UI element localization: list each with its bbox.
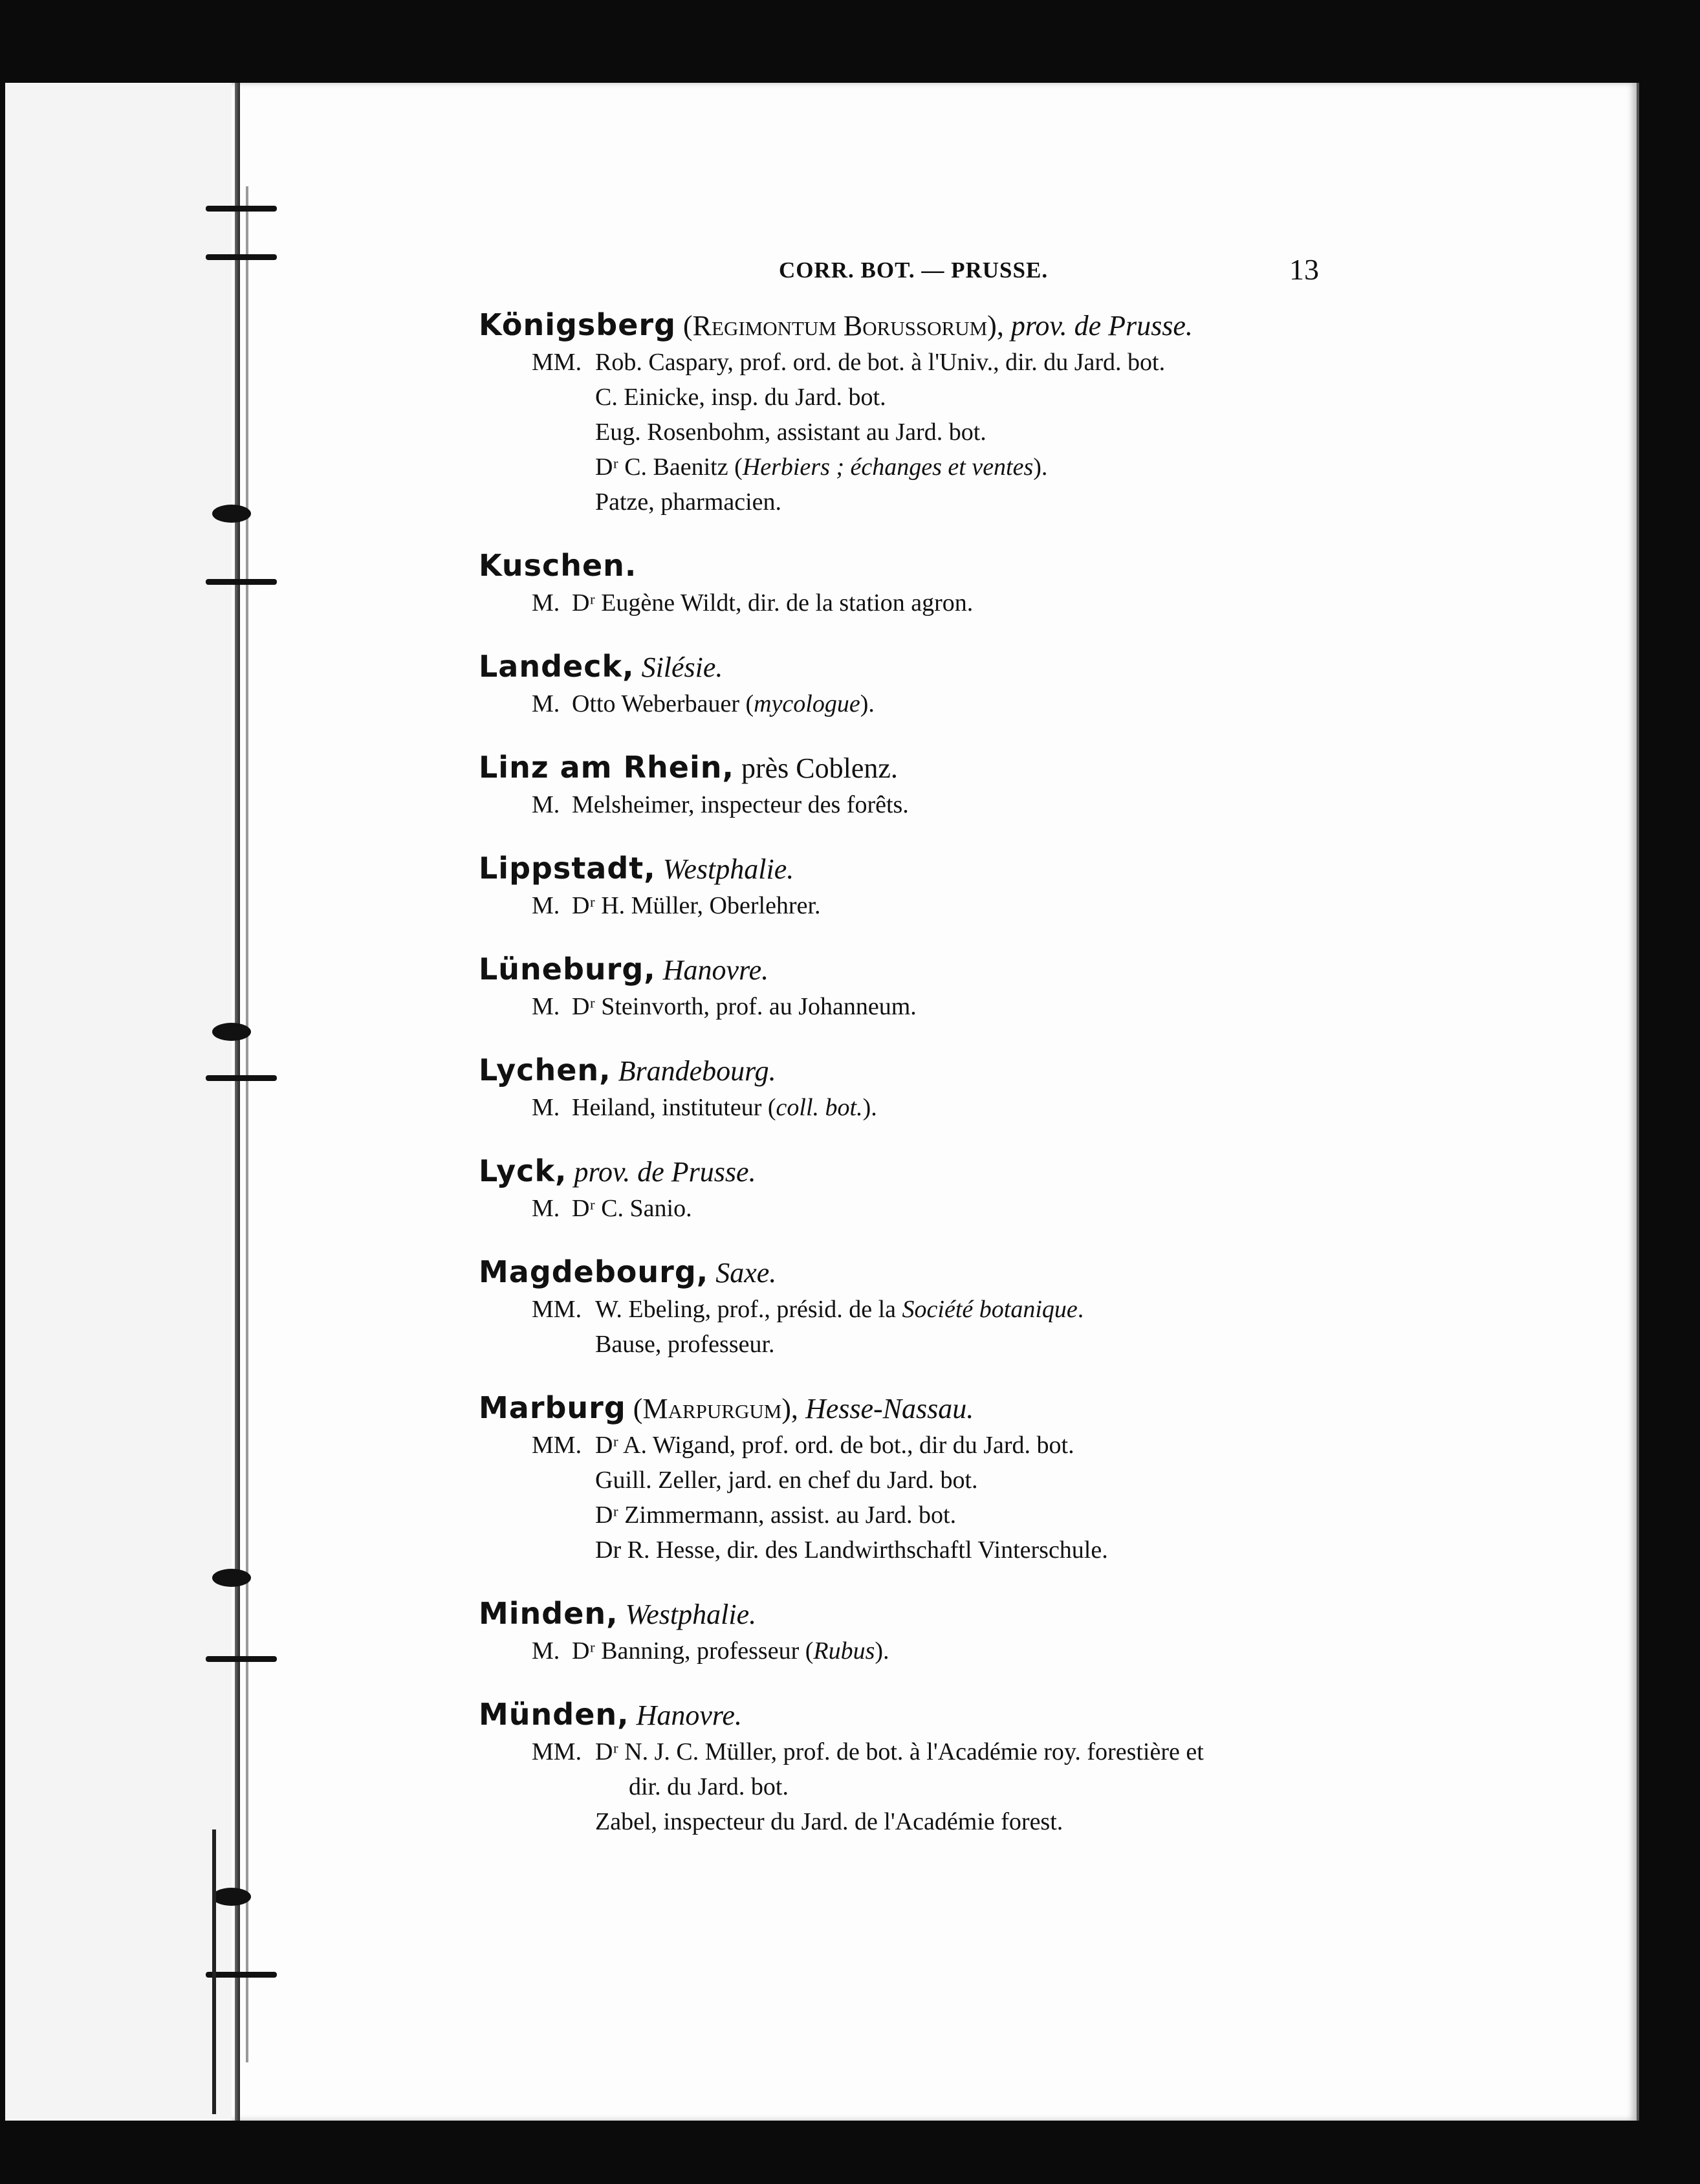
- binding-stitch: [206, 579, 277, 585]
- member-text: Dʳ Eugène Wildt, dir. de la station agron.: [572, 589, 974, 617]
- region-name: prov. de Prusse.: [574, 1156, 756, 1188]
- member-line: [479, 989, 1591, 1024]
- member-text: Eug. Rosenbohm, assistant au Jard. bot.: [595, 419, 986, 446]
- member-note: mycologue: [754, 690, 860, 717]
- directory-entry: [479, 1389, 1591, 1567]
- place-name: Lychen,: [479, 1053, 611, 1087]
- member-text: C. Einicke, insp. du Jard. bot.: [595, 384, 886, 411]
- book-spine: [235, 83, 240, 2121]
- member-text: Zabel, inspecteur du Jard. de l'Académie forest.: [595, 1808, 1063, 1835]
- directory-entry: [479, 648, 1591, 721]
- member-line: [479, 888, 1591, 923]
- title-abbrev: M.: [532, 791, 560, 818]
- member-line: [479, 485, 1591, 519]
- title-abbrev: MM.: [532, 1432, 582, 1459]
- member-text: Patze, pharmacien.: [595, 488, 782, 516]
- member-text: Dʳ H. Müller, Oberlehrer.: [572, 892, 821, 919]
- member-text: Dr R. Hesse, dir. des Landwirthschaftl Vinterschule.: [595, 1536, 1108, 1564]
- place-name: Landeck,: [479, 649, 635, 684]
- title-abbrev: M.: [532, 892, 560, 919]
- directory-entry: [479, 1152, 1591, 1226]
- entry-heading: [479, 748, 1591, 787]
- directory-entry: [479, 1051, 1591, 1125]
- directory-entry: [479, 1696, 1591, 1839]
- place-name: Magdebourg,: [479, 1254, 709, 1289]
- member-line: [479, 450, 1591, 485]
- region-name: Westphalie.: [662, 853, 794, 885]
- member-text: W. Ebeling, prof., présid. de la: [595, 1296, 902, 1323]
- title-abbrev: M.: [532, 690, 560, 717]
- place-name: Marburg: [479, 1390, 626, 1425]
- member-text: Dʳ A. Wigand, prof. ord. de bot., dir du Jard. bot.: [595, 1432, 1074, 1459]
- binding-stitch: [206, 1656, 277, 1662]
- member-note: Herbiers ; échanges et ventes: [742, 453, 1034, 481]
- region-name: Brandebourg.: [618, 1055, 776, 1087]
- region-name: Hanovre.: [662, 954, 769, 986]
- title-abbrev: MM.: [532, 349, 582, 376]
- member-text: Bause, professeur.: [595, 1331, 775, 1358]
- title-abbrev: MM.: [532, 1738, 582, 1765]
- region-name: Silésie.: [641, 651, 723, 683]
- entry-heading: [479, 1696, 1591, 1734]
- title-abbrev: M.: [532, 1637, 560, 1665]
- directory-entry: [479, 748, 1591, 822]
- directory-entry: [479, 547, 1591, 620]
- member-line: [479, 415, 1591, 450]
- binding-stitch: [212, 505, 251, 523]
- entry-heading: [479, 950, 1591, 989]
- member-line: [479, 1463, 1591, 1498]
- entry-heading: [479, 1051, 1591, 1090]
- latin-name: (Regimontum Borussorum),: [683, 310, 1004, 342]
- entry-heading: [479, 648, 1591, 686]
- region-name: prov. de Prusse.: [1010, 310, 1193, 342]
- member-text: Heiland, instituteur (: [572, 1094, 776, 1121]
- member-tail: ).: [862, 1094, 877, 1121]
- member-line: [479, 686, 1591, 721]
- page-header: [5, 253, 1637, 296]
- region-name: Hanovre.: [636, 1699, 742, 1731]
- directory-entry: [479, 950, 1591, 1024]
- member-line: [479, 1769, 1591, 1804]
- member-tail: ).: [1033, 453, 1048, 481]
- member-text: Dʳ C. Baenitz (: [595, 453, 743, 481]
- binding-stitch: [212, 1888, 251, 1906]
- member-text: Otto Weberbauer (: [572, 690, 754, 717]
- member-note: coll. bot.: [776, 1094, 863, 1121]
- member-text: Guill. Zeller, jard. en chef du Jard. bot.: [595, 1467, 978, 1494]
- member-line: [479, 1498, 1591, 1533]
- member-line: [479, 585, 1591, 620]
- place-name: Minden,: [479, 1596, 618, 1631]
- member-line: [479, 380, 1591, 415]
- member-line: [479, 1090, 1591, 1125]
- entry-heading: [479, 547, 1591, 585]
- binding-stitch: [212, 1023, 251, 1041]
- member-line: [479, 1428, 1591, 1463]
- title-abbrev: MM.: [532, 1296, 582, 1323]
- member-text: Dʳ C. Sanio.: [572, 1195, 692, 1222]
- directory-entry: [479, 849, 1591, 923]
- directory-entry: [479, 306, 1591, 519]
- entry-heading: [479, 1253, 1591, 1292]
- place-name: Linz am Rhein,: [479, 750, 734, 785]
- region-name: Westphalie.: [625, 1599, 757, 1630]
- member-line: [479, 1327, 1591, 1362]
- member-line: [479, 1191, 1591, 1226]
- member-line: [479, 1804, 1591, 1839]
- member-line: [479, 1633, 1591, 1668]
- title-abbrev: M.: [532, 589, 560, 617]
- directory-entry: [479, 1253, 1591, 1362]
- member-line: [479, 787, 1591, 822]
- entry-heading: [479, 1152, 1591, 1191]
- place-name: Münden,: [479, 1697, 629, 1732]
- member-line: [479, 1734, 1591, 1769]
- title-abbrev: M.: [532, 1094, 560, 1121]
- member-text: Dʳ Steinvorth, prof. au Johanneum.: [572, 993, 917, 1020]
- entry-heading: [479, 1389, 1591, 1428]
- place-name: Königsberg: [479, 307, 677, 342]
- member-note: Société botanique: [902, 1296, 1078, 1323]
- place-note: près Coblenz.: [741, 752, 898, 784]
- binding-stitch: [206, 206, 277, 212]
- entry-heading: [479, 306, 1591, 345]
- spine-fold-line: [246, 186, 248, 2062]
- binding-stitch: [206, 1972, 277, 1978]
- latin-name: (Marpurgum),: [633, 1393, 798, 1425]
- directory-entry: [479, 1595, 1591, 1668]
- entry-heading: [479, 849, 1591, 888]
- title-abbrev: M.: [532, 1195, 560, 1222]
- member-text: Rob. Caspary, prof. ord. de bot. à l'Univ., dir. du Jard. bot.: [595, 349, 1166, 376]
- region-name: Saxe.: [715, 1257, 777, 1289]
- member-line: [479, 345, 1591, 380]
- book-page: [5, 83, 1639, 2121]
- member-text: dir. du Jard. bot.: [629, 1773, 789, 1800]
- member-text: Melsheimer, inspecteur des forêts.: [572, 791, 909, 818]
- member-line: [479, 1292, 1591, 1327]
- entry-heading: [479, 1595, 1591, 1633]
- binding-stitch: [212, 1569, 251, 1587]
- member-text: Dʳ Banning, professeur (: [572, 1637, 814, 1665]
- facing-page-edge: [5, 83, 232, 2121]
- place-name: Lyck,: [479, 1153, 567, 1188]
- member-text: Dʳ N. J. C. Müller, prof. de bot. à l'Académie roy. forestière et: [595, 1738, 1204, 1765]
- spine-shadow: [212, 1829, 216, 2114]
- member-text: Dʳ Zimmermann, assist. au Jard. bot.: [595, 1502, 957, 1529]
- title-abbrev: M.: [532, 993, 560, 1020]
- directory-list: [479, 306, 1591, 1866]
- binding-stitch: [206, 1075, 277, 1081]
- member-tail: ).: [860, 690, 875, 717]
- page-number: 13: [1289, 253, 1319, 286]
- place-name: Lüneburg,: [479, 952, 656, 987]
- place-name: Lippstadt,: [479, 851, 656, 886]
- member-note: Rubus: [813, 1637, 875, 1665]
- member-line: [479, 1533, 1591, 1567]
- member-tail: .: [1077, 1296, 1084, 1323]
- running-head: CORR. BOT. — PRUSSE.: [779, 257, 1049, 283]
- place-name: Kuschen.: [479, 548, 637, 583]
- region-name: Hesse-Nassau.: [805, 1393, 974, 1425]
- member-tail: ).: [875, 1637, 889, 1665]
